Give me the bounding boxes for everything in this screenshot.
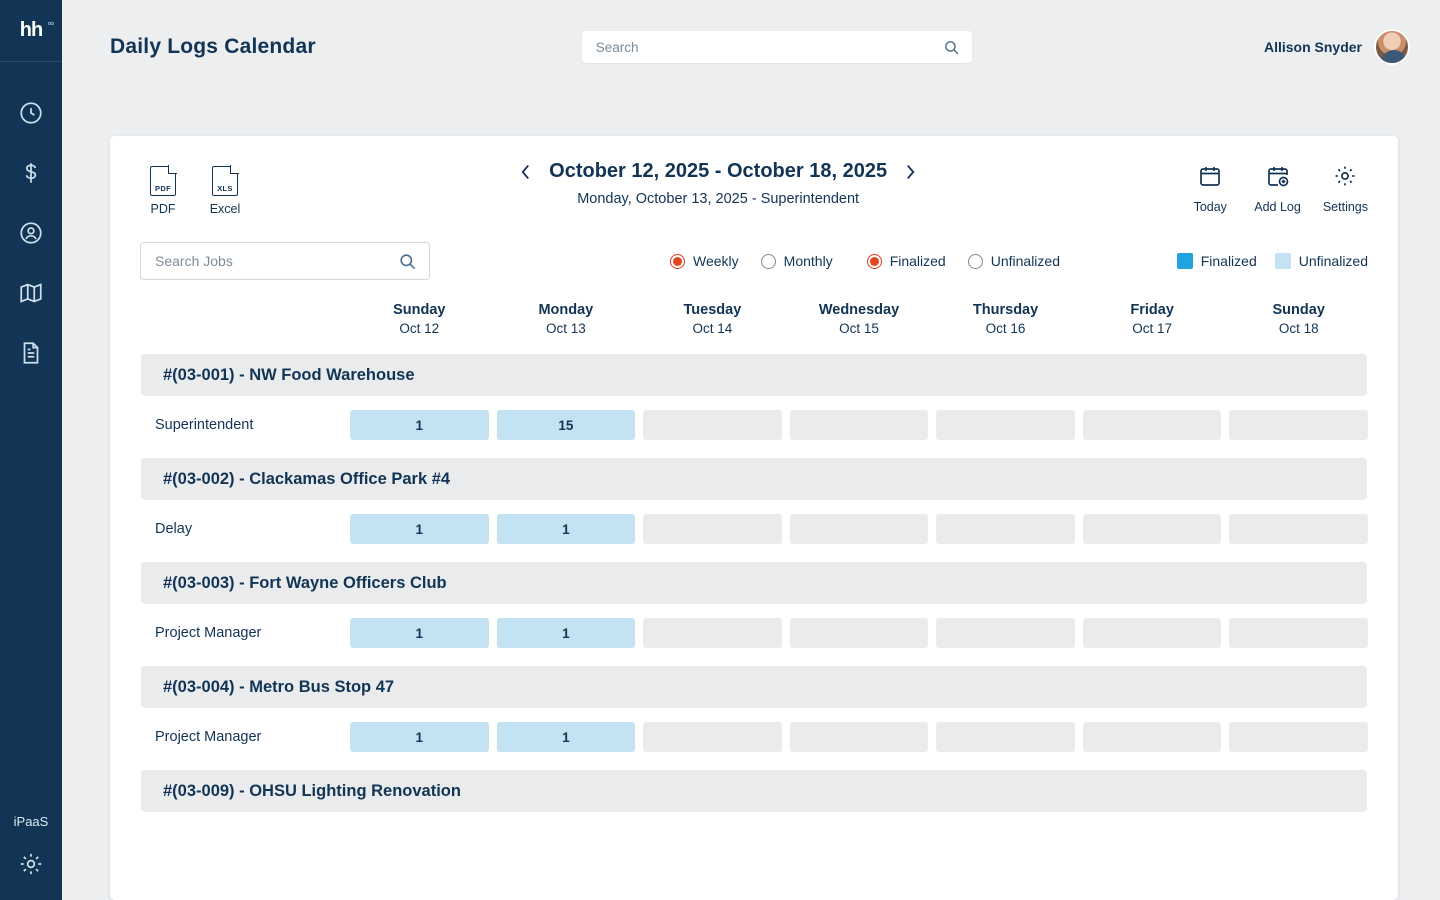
job-role: Project Manager [155, 729, 262, 745]
radio-filters [670, 253, 1060, 269]
pdf-file-icon [150, 166, 176, 196]
log-cell[interactable] [1229, 722, 1368, 752]
day-name: Monday [538, 302, 594, 318]
view-mode-group [670, 253, 833, 269]
day-header-spacer [140, 302, 342, 336]
map-icon [18, 280, 44, 306]
pdf-file-tag: PDF [155, 184, 171, 193]
add-log-label: Add Log [1254, 200, 1301, 214]
day-date: Oct 18 [1278, 321, 1319, 336]
logo-text: hh [19, 19, 43, 41]
day-date: Oct 15 [839, 321, 879, 336]
document-icon [18, 340, 44, 366]
day-name: Friday [1130, 302, 1174, 318]
table-row [140, 618, 1368, 648]
day-header-5 [1083, 302, 1222, 336]
calendar-card [110, 136, 1398, 900]
sidebar-item-map[interactable] [16, 278, 46, 308]
prev-week-button[interactable] [518, 161, 533, 183]
day-date: Oct 16 [985, 321, 1026, 336]
day-date: Oct 14 [692, 321, 733, 336]
job-role: Superintendent [155, 417, 254, 433]
radio-monthly-label: Monthly [783, 253, 833, 269]
log-cell[interactable] [643, 410, 782, 440]
log-cell[interactable]: 1 [350, 514, 489, 544]
radio-unfinalized-label: Unfinalized [990, 253, 1060, 269]
export-excel-label: Excel [209, 202, 241, 216]
search-icon[interactable] [943, 39, 960, 56]
log-cell[interactable] [1229, 514, 1368, 544]
legend-item-finalized [1177, 253, 1257, 269]
log-cell[interactable]: 1 [497, 618, 636, 648]
search-icon[interactable] [398, 252, 417, 271]
day-date: Oct 12 [399, 321, 440, 336]
log-cell[interactable] [1229, 618, 1368, 648]
day-name: Sunday [393, 302, 446, 318]
sidebar-item-employees[interactable] [16, 218, 46, 248]
day-name: Sunday [1272, 302, 1325, 318]
sidebar-item-reports[interactable] [16, 338, 46, 368]
excel-file-tag: XLS [217, 184, 233, 193]
logo-infinity-icon: ∞ [47, 18, 55, 28]
log-cell[interactable]: 1 [350, 410, 489, 440]
legend-item-unfinalized [1275, 253, 1368, 269]
log-cell[interactable] [936, 618, 1075, 648]
day-header-6 [1229, 302, 1368, 336]
export-buttons [140, 158, 248, 216]
job-block [140, 458, 1368, 544]
radio-selected-icon [670, 254, 685, 269]
log-cell[interactable] [790, 722, 929, 752]
export-pdf-label: PDF [150, 202, 176, 216]
today-button[interactable] [1188, 164, 1232, 214]
log-cell[interactable] [790, 514, 929, 544]
job-block [140, 770, 1368, 812]
radio-selected-icon [867, 254, 882, 269]
calendar-add-icon [1266, 164, 1290, 193]
top-bar [62, 0, 1440, 94]
global-search[interactable] [582, 31, 972, 63]
export-pdf-button[interactable] [140, 166, 186, 216]
user-name: Allison Snyder [1263, 39, 1362, 55]
legend-label-unfinalized: Unfinalized [1298, 253, 1368, 269]
log-cell[interactable] [790, 618, 929, 648]
gear-icon [1333, 164, 1357, 193]
user-menu[interactable] [1264, 29, 1410, 65]
jobs-search-input[interactable] [153, 252, 398, 270]
avatar[interactable] [1374, 29, 1410, 65]
settings-label: Settings [1322, 200, 1368, 214]
log-cell[interactable] [936, 722, 1075, 752]
sidebar [0, 0, 62, 900]
job-block [140, 666, 1368, 752]
table-row [140, 410, 1368, 440]
log-cell[interactable] [643, 722, 782, 752]
radio-finalized-label: Finalized [889, 253, 946, 269]
job-block [140, 562, 1368, 648]
log-cell[interactable]: 1 [350, 722, 489, 752]
card-tools [1188, 158, 1368, 214]
page-title: Daily Logs Calendar [110, 35, 316, 58]
log-cell[interactable] [1083, 618, 1222, 648]
sidebar-item-settings[interactable] [18, 851, 44, 900]
sidebar-item-time[interactable] [16, 98, 46, 128]
log-cell[interactable] [1083, 514, 1222, 544]
radio-weekly[interactable] [670, 253, 739, 269]
radio-monthly[interactable] [761, 253, 833, 269]
jobs-search[interactable] [140, 242, 430, 280]
table-row [140, 514, 1368, 544]
sidebar-item-billing[interactable] [16, 158, 46, 188]
app-logo[interactable] [0, 0, 62, 62]
sidebar-footer-label: iPaaS [13, 814, 49, 829]
today-label: Today [1193, 200, 1227, 214]
card-header [140, 158, 1368, 216]
date-range-subtitle: Monday, October 13, 2025 - Superintendent [577, 191, 860, 207]
day-header-row [140, 302, 1368, 336]
log-cell[interactable] [790, 410, 929, 440]
log-cell[interactable]: 15 [497, 410, 636, 440]
status-filter-group [867, 253, 1060, 269]
radio-finalized[interactable] [867, 253, 946, 269]
radio-weekly-label: Weekly [693, 253, 739, 269]
radio-empty-icon [761, 254, 776, 269]
log-cell[interactable] [643, 514, 782, 544]
gear-icon [18, 864, 44, 881]
job-role: Delay [155, 521, 193, 537]
job-title[interactable]: #(03-004) - Metro Bus Stop 47 [141, 666, 1367, 708]
log-cell[interactable] [643, 618, 782, 648]
table-row [140, 722, 1368, 752]
search-input[interactable] [594, 39, 943, 56]
job-title[interactable]: #(03-003) - Fort Wayne Officers Club [141, 562, 1367, 604]
legend [1177, 253, 1368, 269]
job-block [140, 354, 1368, 440]
date-range-header [248, 158, 1188, 207]
day-date: Oct 17 [1132, 321, 1173, 336]
day-name: Tuesday [683, 302, 742, 318]
day-header-1 [497, 302, 636, 336]
day-name: Thursday [972, 302, 1039, 318]
sidebar-nav [16, 98, 46, 368]
excel-file-icon [212, 166, 238, 196]
day-header-4 [936, 302, 1075, 336]
job-title[interactable]: #(03-009) - OHSU Lighting Renovation [141, 770, 1367, 812]
radio-unfinalized[interactable] [968, 253, 1060, 269]
log-cell[interactable] [1229, 410, 1368, 440]
job-title[interactable]: #(03-001) - NW Food Warehouse [141, 354, 1367, 396]
day-date: Oct 13 [545, 321, 586, 336]
export-excel-button[interactable] [202, 166, 248, 216]
log-cell[interactable]: 1 [497, 722, 636, 752]
day-header-2 [643, 302, 782, 336]
day-name: Wednesday [818, 302, 900, 318]
log-cell[interactable]: 1 [350, 618, 489, 648]
job-role: Project Manager [155, 625, 262, 641]
filter-bar [140, 242, 1368, 280]
log-cell[interactable] [1083, 410, 1222, 440]
legend-swatch-unfinalized [1275, 253, 1291, 269]
date-range-title: October 12, 2025 - October 18, 2025 [549, 160, 888, 182]
radio-empty-icon [968, 254, 983, 269]
job-title[interactable]: #(03-002) - Clackamas Office Park #4 [141, 458, 1367, 500]
dollar-icon [18, 160, 44, 186]
log-cell[interactable] [936, 410, 1075, 440]
calendar-icon [1198, 164, 1222, 193]
log-cell[interactable] [936, 514, 1075, 544]
clock-icon [18, 100, 44, 126]
log-cell[interactable] [1083, 722, 1222, 752]
legend-label-finalized: Finalized [1200, 253, 1257, 269]
main-area [62, 0, 1440, 900]
day-header-0 [350, 302, 489, 336]
settings-button[interactable] [1323, 164, 1368, 214]
legend-swatch-finalized [1177, 253, 1193, 269]
day-header-3 [790, 302, 929, 336]
add-log-button[interactable] [1254, 164, 1301, 214]
user-badge-icon [18, 220, 44, 246]
log-cell[interactable]: 1 [497, 514, 636, 544]
next-week-button[interactable] [903, 161, 918, 183]
